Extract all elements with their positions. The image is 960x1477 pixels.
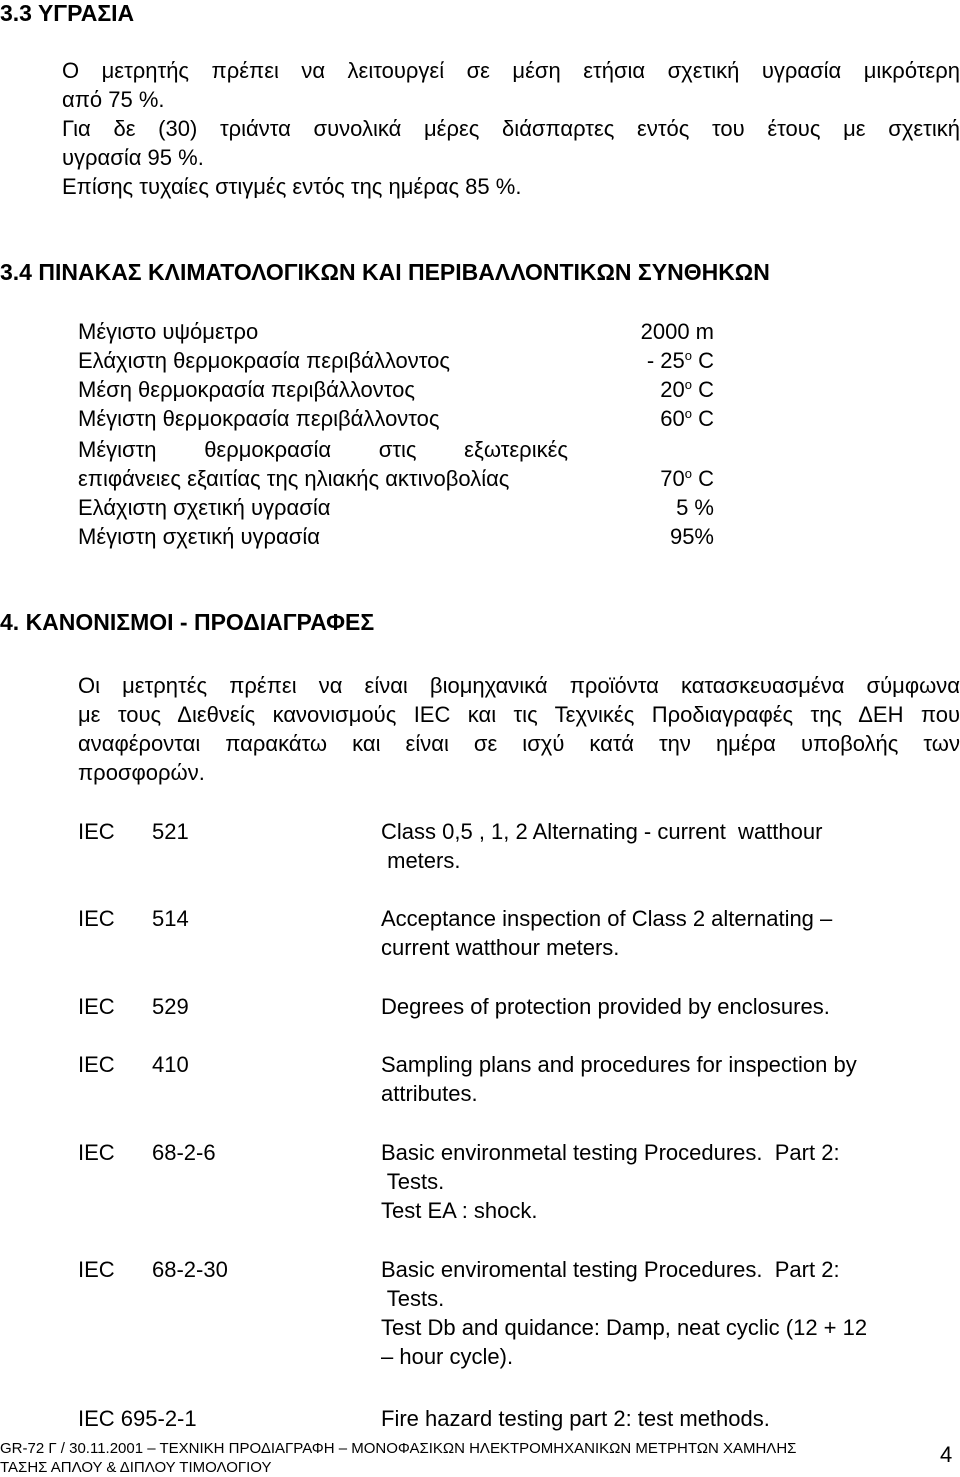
paragraph-line: Για δε (30) τριάντα συνολικά μέρες διάσπαρτες εντός του έτους με σχετική	[62, 116, 960, 141]
standard-number: 529	[152, 994, 189, 1019]
standard-org: IEC 695-2-1	[78, 1406, 197, 1431]
condition-value: 2000 m	[640, 319, 714, 344]
condition-label: Μέγιστη θερμοκρασία περιβάλλοντος	[78, 406, 440, 431]
condition-label: επιφάνειες εξαιτίας της ηλιακής ακτινοβολίας	[78, 466, 510, 491]
standard-description: Fire hazard testing part 2: test methods.	[381, 1406, 770, 1431]
condition-label: Μέγιστη σχετική υγρασία	[78, 524, 320, 549]
standard-description: Sampling plans and procedures for inspection by	[381, 1052, 857, 1077]
degree-mark: o	[684, 348, 692, 363]
degree-mark: o	[684, 466, 692, 481]
standard-number: 410	[152, 1052, 189, 1077]
condition-value: - 25$^o$ C	[646, 348, 714, 373]
standard-description: Degrees of protection provided by enclosures.	[381, 994, 830, 1019]
standard-number: 68-2-6	[152, 1140, 216, 1165]
condition-value: 60$^o$ C	[660, 406, 714, 431]
standard-number: 514	[152, 906, 189, 931]
condition-value: 5 %	[676, 495, 714, 520]
standard-description: Acceptance inspection of Class 2 alternating –	[381, 906, 833, 931]
condition-label: Ελάχιστη σχετική υγρασία	[78, 495, 331, 520]
standard-description: – hour cycle).	[381, 1344, 514, 1369]
section-3-3-heading: 3.3 ΥΓΡΑΣΙΑ	[0, 0, 135, 26]
standard-description: current watthour meters.	[381, 935, 620, 960]
page-number: 4	[940, 1442, 953, 1467]
standard-org: IEC	[78, 994, 115, 1019]
intro-line: προσφορών.	[78, 760, 205, 785]
standard-description: Tests.	[381, 1286, 445, 1311]
paragraph-line: Επίσης τυχαίες στιγμές εντός της ημέρας 85 %.	[62, 174, 522, 199]
condition-label: Ελάχιστη θερμοκρασία περιβάλλοντος	[78, 348, 450, 373]
degree-mark: o	[684, 377, 692, 392]
standard-org: IEC	[78, 1140, 115, 1165]
condition-label: Μέση θερμοκρασία περιβάλλοντος	[78, 377, 415, 402]
condition-label: Μέγιστη θερμοκρασία στις εξωτερικές	[78, 437, 568, 462]
standard-org: IEC	[78, 1257, 115, 1282]
footer-line: ΤΑΣΗΣ ΑΠΛΟΥ & ΔΙΠΛΟΥ ΤΙΜΟΛΟΓΙΟΥ	[0, 1459, 272, 1476]
condition-label: Μέγιστο υψόμετρο	[78, 319, 259, 344]
condition-value: 70$^o$ C	[660, 466, 714, 491]
intro-line: με τους Διεθνείς κανονισμούς IEC και τις Τεχνικές Προδιαγραφές της ΔΕΗ που	[78, 702, 960, 727]
intro-line: Οι μετρητές πρέπει να είναι βιομηχανικά προϊόντα κατασκευασμένα σύμφωνα	[78, 673, 960, 698]
condition-value: 20$^o$ C	[660, 377, 714, 402]
paragraph-line: Ο μετρητής πρέπει να λειτουργεί σε μέση ετήσια σχετική υγρασία μικρότερη	[62, 58, 960, 83]
standard-number: 521	[152, 819, 189, 844]
standard-description: Class 0,5 , 1, 2 Alternating - current watthour	[381, 819, 823, 844]
standard-description: Tests.	[381, 1169, 445, 1194]
section-4-heading: 4. ΚΑΝΟΝΙΣΜΟΙ - ΠΡΟΔΙΑΓΡΑΦΕΣ	[0, 609, 375, 635]
paragraph-line: από 75 %.	[62, 87, 165, 112]
condition-value: 95%	[669, 524, 714, 549]
standard-description: Basic enviromental testing Procedures. Part 2:	[381, 1257, 840, 1282]
intro-line: αναφέρονται παρακάτω και είναι σε ισχύ κατά την ημέρα υποβολής των	[78, 731, 960, 756]
standard-description: Test Db and quidance: Damp, neat cyclic (12 + 12	[381, 1315, 868, 1340]
standard-number: 68-2-30	[152, 1257, 228, 1282]
standard-description: meters.	[381, 848, 461, 873]
footer-line: GR-72 Γ / 30.11.2001 – ΤΕΧΝΙΚΗ ΠΡΟΔΙΑΓΡΑΦΗ – ΜΟΝΟΦΑΣΙΚΩΝ ΗΛΕΚΤΡΟΜΗΧΑΝΙΚΩΝ ΜΕΤΡΗΤΩΝ ΧΑΜΗΛΗΣ	[0, 1440, 797, 1457]
section-3-4-heading: 3.4 ΠΙΝΑΚΑΣ ΚΛΙΜΑΤΟΛΟΓΙΚΩΝ ΚΑΙ ΠΕΡΙΒΑΛΛΟΝΤΙΚΩΝ ΣΥΝΘΗΚΩΝ	[0, 259, 770, 285]
standard-description: attributes.	[381, 1081, 478, 1106]
standard-org: IEC	[78, 1052, 115, 1077]
standard-description: Test EA : shock.	[381, 1198, 538, 1223]
standard-org: IEC	[78, 906, 115, 931]
degree-mark: o	[684, 406, 692, 421]
paragraph-line: υγρασία 95 %.	[62, 145, 204, 170]
standard-org: IEC	[78, 819, 115, 844]
standard-description: Basic environmetal testing Procedures. Part 2:	[381, 1140, 840, 1165]
